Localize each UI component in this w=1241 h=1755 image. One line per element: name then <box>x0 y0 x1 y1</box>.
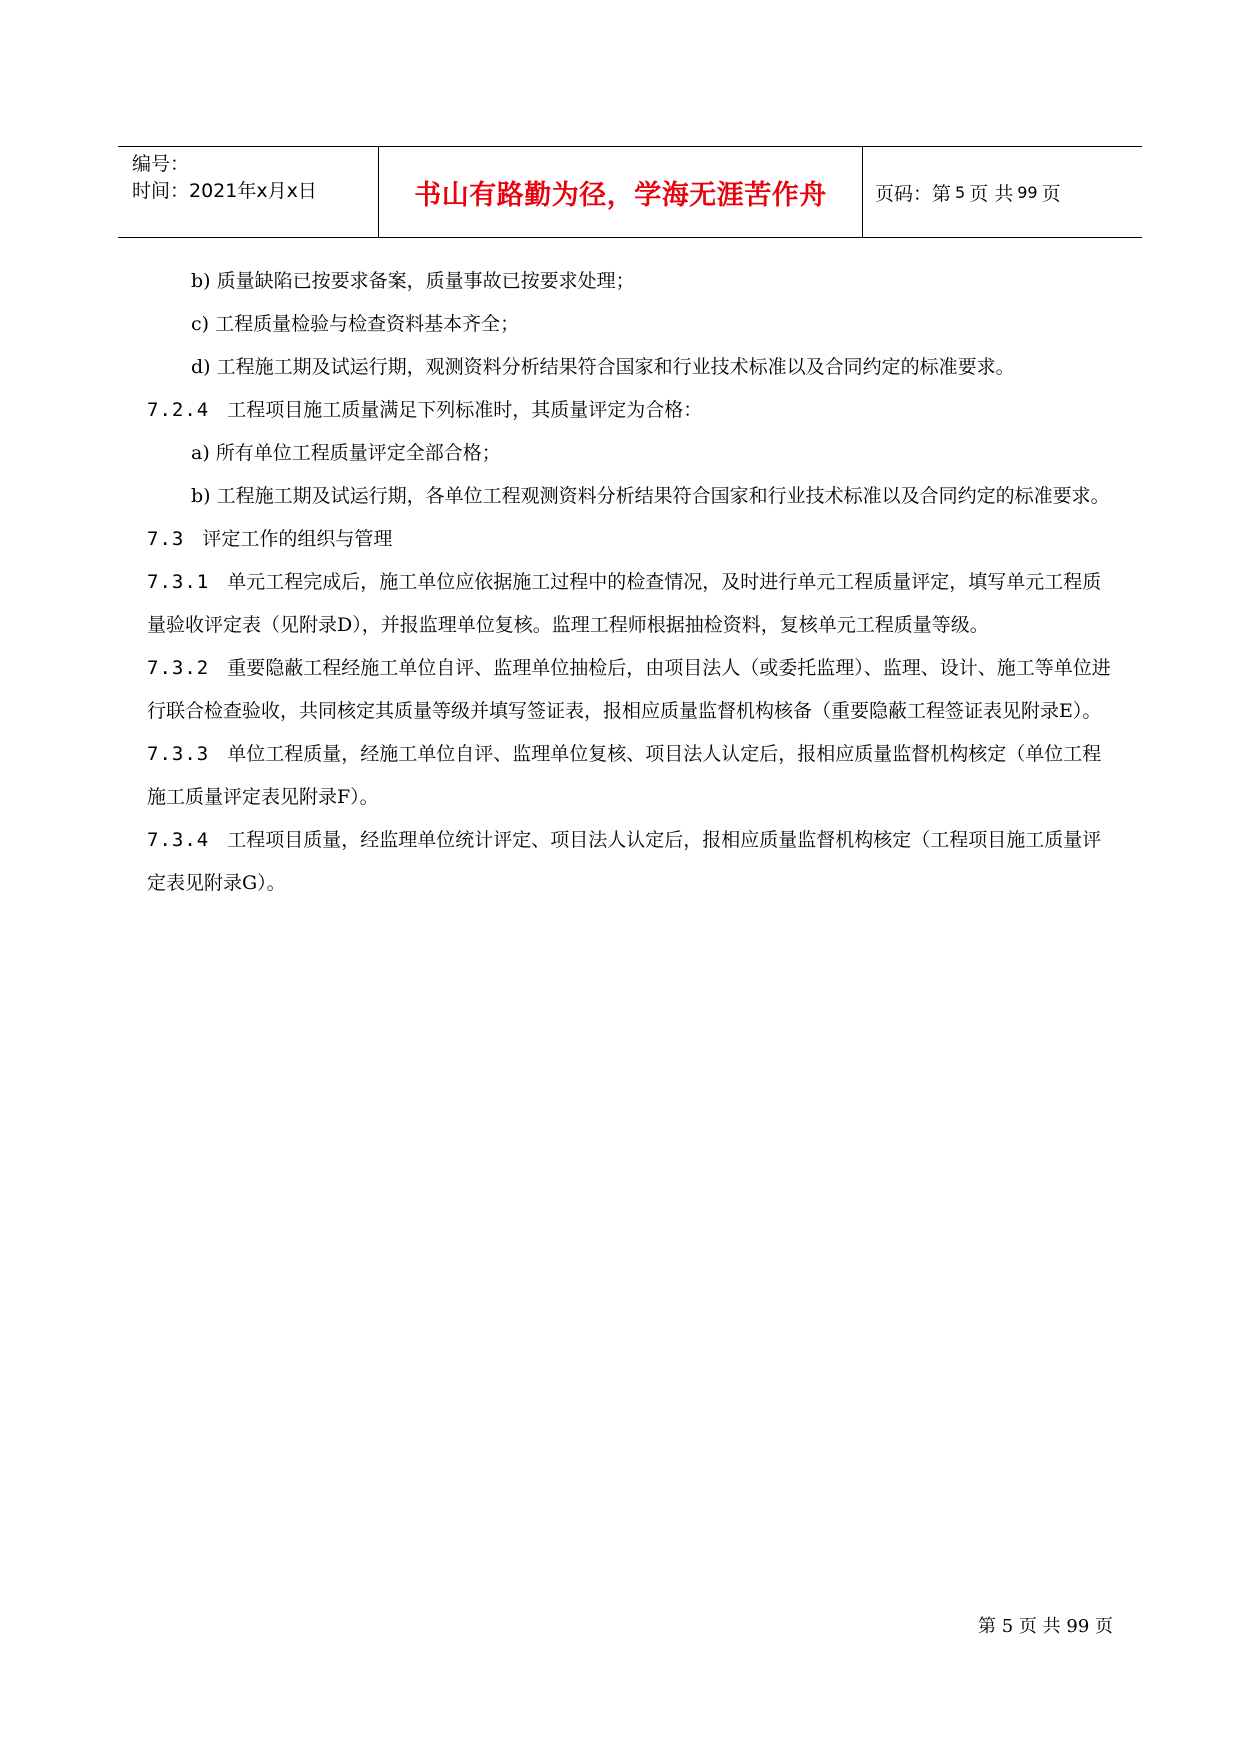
document-time-label: 时间：2021年x月x日 <box>132 180 317 202</box>
list-item-c-records: c) 工程质量检验与检查资料基本齐全； <box>191 313 520 335</box>
clause-7-3-4 <box>147 819 1115 905</box>
clause-text: 单位工程质量，经施工单位自评、监理单位复核、项目法人认定后，报相应质量监督机构核定（单位工程施工质量评定表见附录F）。 <box>147 743 1102 808</box>
page-footer: 第 5 页 共 99 页 <box>978 1616 1113 1637</box>
clause-text: 单元工程完成后，施工单位应依据施工过程中的检查情况，及时进行单元工程质量评定，填写单元工程质量验收评定表（见附录D），并报监理单位复核。监理工程师根据抽检资料，复核单元工程质量等级。 <box>147 571 1102 636</box>
clause-number: 7.3.3 <box>147 743 210 765</box>
clause-7-3-2 <box>147 647 1115 733</box>
page-mid: 页 共 <box>969 182 1014 205</box>
clause-number: 7.2.4 <box>147 399 210 421</box>
clause-text: 工程项目施工质量满足下列标准时，其质量评定为合格： <box>227 399 703 421</box>
clause-text: 工程项目质量，经监理单位统计评定、项目法人认定后，报相应质量监督机构核定（工程项目施工质量评定表见附录G）。 <box>147 829 1102 894</box>
list-item-a-units: a) 所有单位工程质量评定全部合格； <box>191 442 501 464</box>
page-suffix: 页 <box>1041 182 1061 205</box>
document-body <box>147 260 1115 905</box>
section-title: 评定工作的组织与管理 <box>202 528 393 550</box>
clause-7-2-4 <box>147 389 1115 432</box>
clause-number: 7.3.4 <box>147 829 210 851</box>
clause-number: 7.3.1 <box>147 571 210 593</box>
section-heading-7-3 <box>147 518 1115 561</box>
page-prefix: 页码：第 <box>875 182 952 205</box>
clause-7-3-3 <box>147 733 1115 819</box>
list-item-b-observation: b) 工程施工期及试运行期，各单位工程观测资料分析结果符合国家和行业技术标准以及合同约定的标准要求。 <box>191 485 1110 507</box>
page-header <box>118 146 1142 238</box>
header-page-info <box>863 147 1142 237</box>
list-item-d-observation: d) 工程施工期及试运行期，观测资料分析结果符合国家和行业技术标准以及合同约定的标准要求。 <box>191 356 1015 378</box>
section-number: 7.3 <box>147 528 185 550</box>
clause-text: 重要隐蔽工程经施工单位自评、监理单位抽检后，由项目法人（或委托监理）、监理、设计、施工等单位进行联合检查验收，共同核定其质量等级并填写签证表，报相应质量监督机构核备（重要隐蔽工程签证表见附录E）。 <box>147 657 1111 722</box>
header-info-cell <box>118 147 379 237</box>
clause-number: 7.3.2 <box>147 657 210 679</box>
clause-7-3-1 <box>147 561 1115 647</box>
header-motto: 书山有路勤为径，学海无涯苦作舟 <box>379 147 863 237</box>
document-number-label: 编号： <box>132 153 190 175</box>
total-pages: 99 <box>1017 182 1038 202</box>
list-item-b-defects: b) 质量缺陷已按要求备案，质量事故已按要求处理； <box>191 270 635 292</box>
page-number: 5 <box>955 182 966 202</box>
